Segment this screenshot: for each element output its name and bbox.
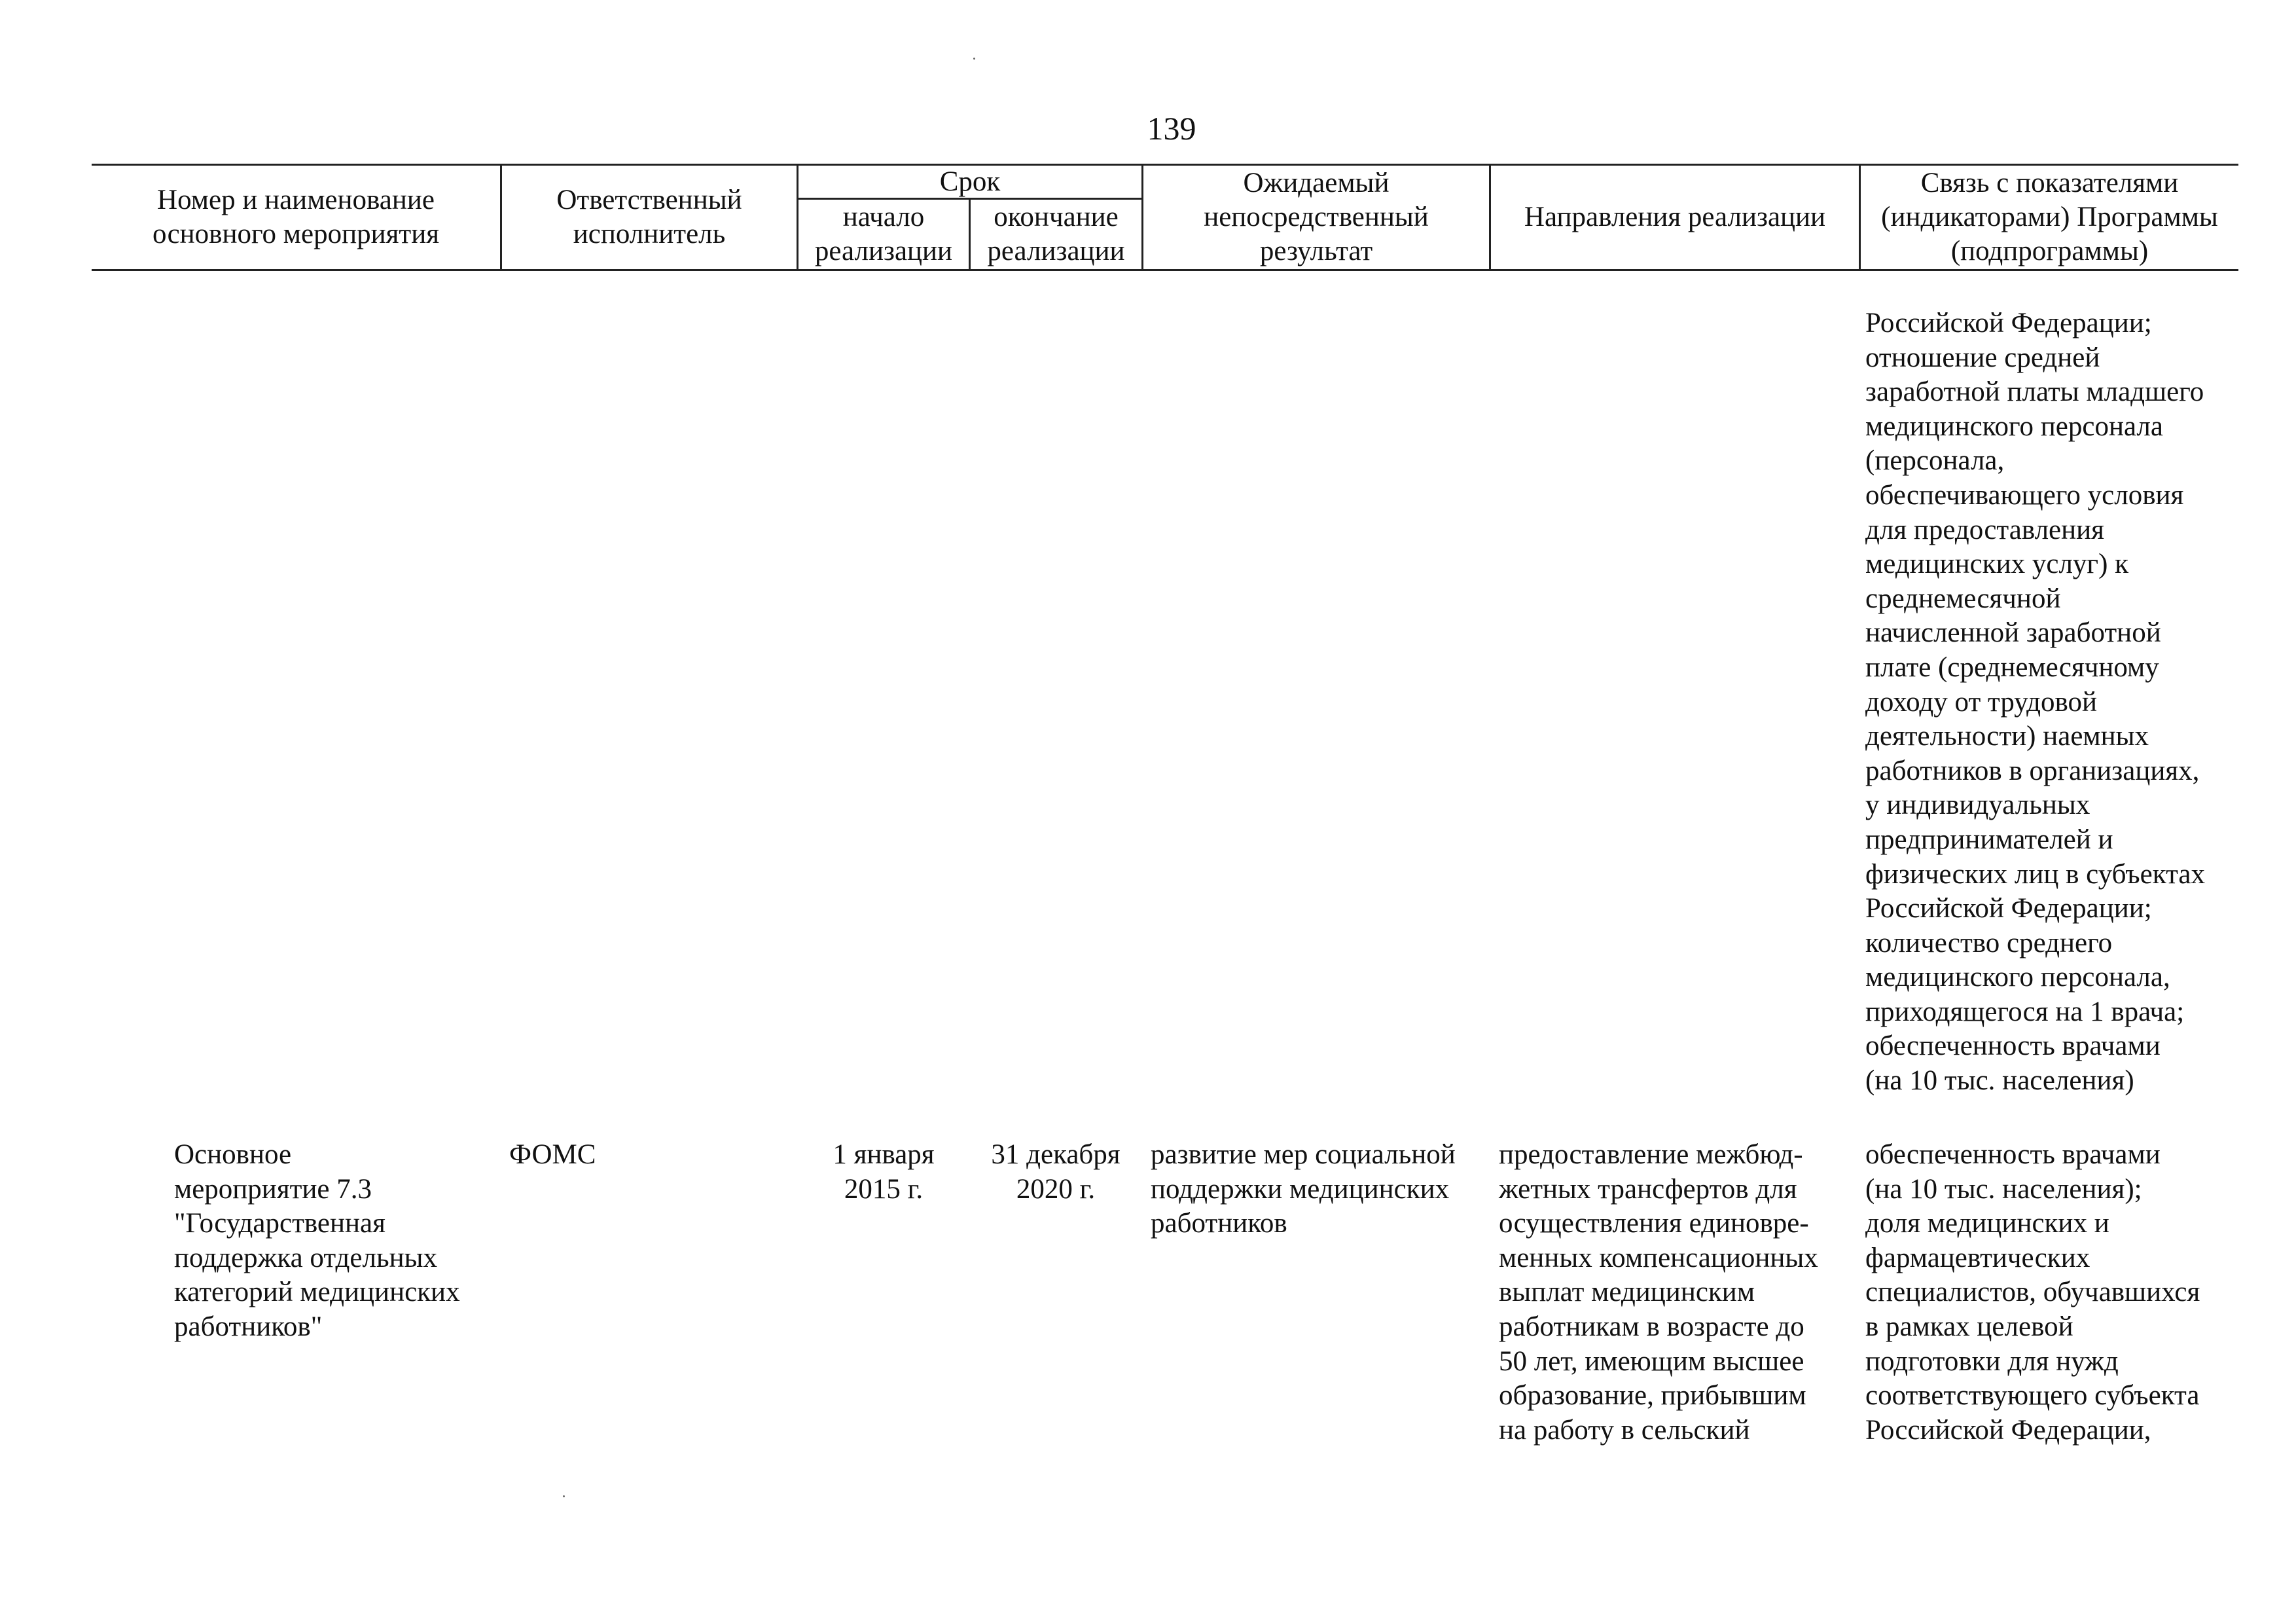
header-start: начало реализации xyxy=(814,202,953,266)
header-end: окончание реализации xyxy=(987,202,1125,266)
header-bottom-rule xyxy=(92,269,2238,271)
row-expected-result: развитие мер социальной поддержки медицинских работников xyxy=(1151,1139,1456,1239)
header-indicators: Связь с показателями (индикаторами) Программы (подпрограммы) xyxy=(1881,168,2218,266)
header-srok: Срок xyxy=(939,166,1001,197)
row-executor: ФОМС xyxy=(509,1139,596,1170)
header-activity: Номер и наименование основного мероприятия xyxy=(152,185,439,249)
header-executor: Ответственный исполнитель xyxy=(556,185,742,249)
header-result: Ожидаемый непосредственный результат xyxy=(1204,168,1429,266)
row-directions: предоставление межбюд- жетных трансфертов для осуществления единовре- менных компенсационных выплат медицинским работникам в возрасте до 50 лет, имеющим высшее образование, прибывшим на работу в сельский xyxy=(1499,1139,1818,1446)
header-directions: Направления реализации xyxy=(1524,202,1826,232)
row-indicators: обеспеченность врачами (на 10 тыс. населения); доля медицинских и фармацевтических специалистов, обучавшихся в рамках целевой подготовки для нужд соответствующего субъекта Российской Федерации, xyxy=(1865,1139,2200,1446)
page-number: 139 xyxy=(1147,110,1196,147)
row-end-date: 31 декабря 2020 г. xyxy=(991,1139,1121,1205)
continuation-indicators: Российской Федерации; отношение средней заработной платы младшего медицинского персонала (персонала, обеспечивающего условия для предоставления медицинских услуг) к среднемесячной начисленной заработной плате (среднемесячному доходу от трудовой деятельности) наемных работников в организациях, у индивидуальных предпринимателей и физических лиц в субъектах Российской Федерации; количество среднего медицинского персонала, приходящегося на 1 врача; обеспеченность врачами (на 10 тыс. населения) xyxy=(1865,308,2205,1097)
row-start-date: 1 января 2015 г. xyxy=(833,1139,935,1205)
scan-speck xyxy=(973,58,975,60)
row-activity-name: Основное мероприятие 7.3 "Государственная поддержка отдельных категорий медицинских работников" xyxy=(174,1139,460,1342)
scan-speck xyxy=(563,1495,565,1497)
